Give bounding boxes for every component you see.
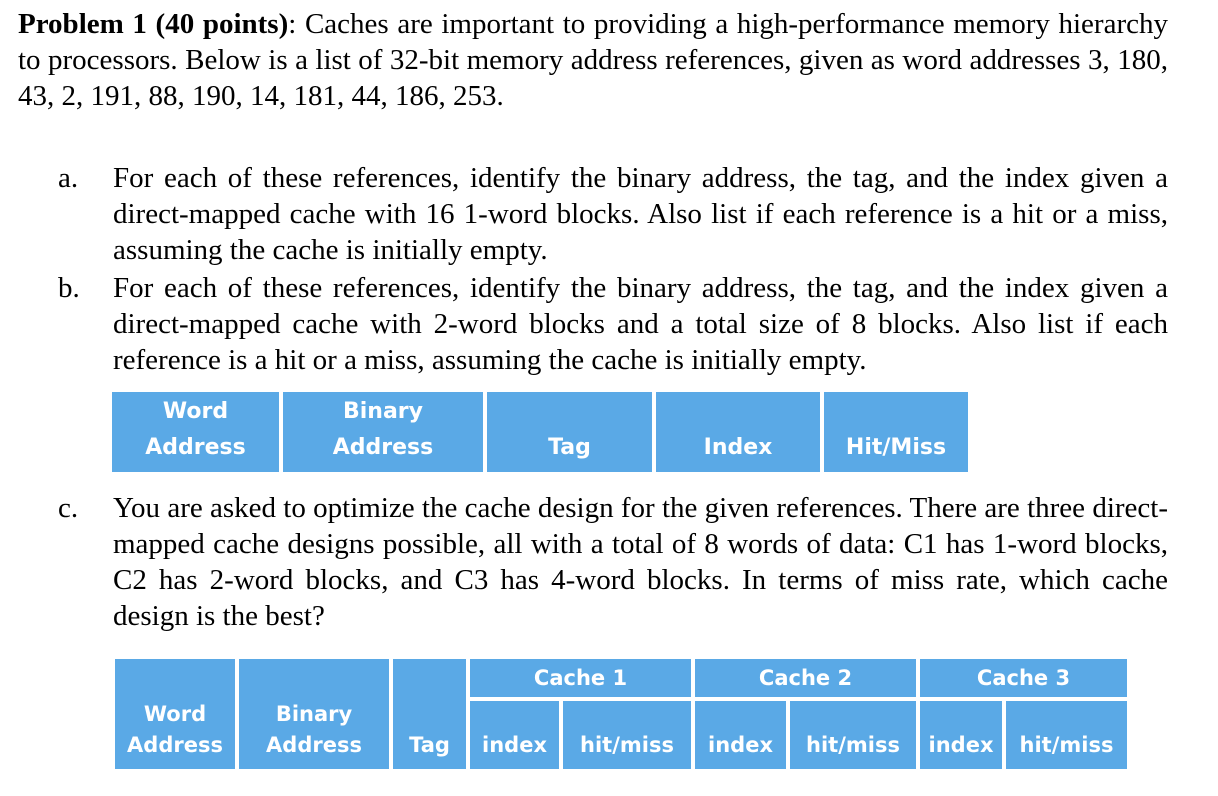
problem-statement xyxy=(18,6,1168,114)
table-c-header xyxy=(115,659,1127,769)
table-c-cache2-hit-miss-header xyxy=(790,701,916,769)
part-c-text: You are asked to optimize the cache design for the given references. There are three direct-mapped cache designs possible, all with a total of 8 words of data: C1 has 1-word blocks, C2 has 2-word blocks, and C3 has 4-word blocks. In terms of miss rate, which cache design is the best? xyxy=(113,492,1168,632)
table-b-hit-miss-header xyxy=(824,392,968,472)
part-a-marker: a. xyxy=(58,162,79,194)
table-b-hit-miss-label: Hit/Miss xyxy=(845,435,947,460)
table-c-tag-header xyxy=(393,659,466,769)
table-c-word-address-header xyxy=(115,659,235,769)
table-c-cache2-index-header xyxy=(695,701,786,769)
problem-heading: Problem 1 (40 points) xyxy=(18,8,289,40)
table-c-cache2-label: Cache 2 xyxy=(758,665,853,690)
table-b-binary-address-label: Address xyxy=(332,435,434,460)
table-b-index-label: Index xyxy=(703,435,773,460)
table-b-word-label: Word xyxy=(162,399,229,424)
table-c-cache2-hit-miss-label: hit/miss xyxy=(806,733,900,757)
table-c-binary-address-header xyxy=(239,659,389,769)
table-c-cache3-header xyxy=(920,659,1127,697)
part-b-marker: b. xyxy=(58,272,80,304)
table-b-header xyxy=(112,392,968,472)
table-c-cache3-label: Cache 3 xyxy=(976,665,1071,690)
table-c-cache3-index-label: index xyxy=(928,733,994,757)
part-b xyxy=(58,270,1168,378)
part-a-text: For each of these references, identify the binary address, the tag, and the index given a direct-mapped cache with 16 1-word blocks. Also list if each reference is a hit or a miss, assuming the cache is initially empty. xyxy=(113,162,1168,266)
table-c-cache1-index-label: index xyxy=(482,733,547,757)
part-a xyxy=(58,160,1168,268)
table-c-binary-address-label: Address xyxy=(266,733,362,757)
table-b-binary-address-header xyxy=(283,392,483,472)
table-c-cache1-hit-miss-header xyxy=(563,701,691,769)
table-b-binary-label: Binary xyxy=(342,399,423,424)
table-b-address-label: Address xyxy=(145,435,246,460)
table-c-cache3-hit-miss-header xyxy=(1006,701,1127,769)
table-c-address-label: Address xyxy=(127,733,223,757)
table-c-cache1-index-header xyxy=(470,701,559,769)
table-b-tag-header xyxy=(487,392,652,472)
table-c-word-label: Word xyxy=(143,702,207,726)
table-c-cache3-index-header xyxy=(920,701,1002,769)
table-c-cache2-header xyxy=(695,659,916,697)
table-c-cache1-hit-miss-label: hit/miss xyxy=(580,733,674,757)
problem-intro: : Caches are important to providing a high-performance memory hierarchy to processors. Below is a list of 32-bit memory address references, given as word addresses 3, 180, 43, 2, 191, 88, 190, 14, 181, 44, 186, 253. xyxy=(18,8,1168,112)
table-b-tag-label: Tag xyxy=(548,435,591,460)
table-c-cache2-index-label: index xyxy=(708,733,773,757)
table-c-tag-label: Tag xyxy=(409,733,450,757)
table-c-cache1-label: Cache 1 xyxy=(533,665,628,690)
table-b-word-address-header xyxy=(112,392,279,472)
part-b-text: For each of these references, identify the binary address, the tag, and the index given a direct-mapped cache with 2-word blocks and a total size of 8 blocks. Also list if each reference is a hit or a miss, assuming the cache is initially empty. xyxy=(113,272,1168,376)
table-c-cache1-header xyxy=(470,659,691,697)
part-c-marker: c. xyxy=(58,492,79,524)
table-c-cache3-hit-miss-label: hit/miss xyxy=(1019,733,1114,757)
table-b-index-header xyxy=(656,392,820,472)
table-c-binary-label: Binary xyxy=(275,702,353,726)
part-c xyxy=(58,490,1168,634)
